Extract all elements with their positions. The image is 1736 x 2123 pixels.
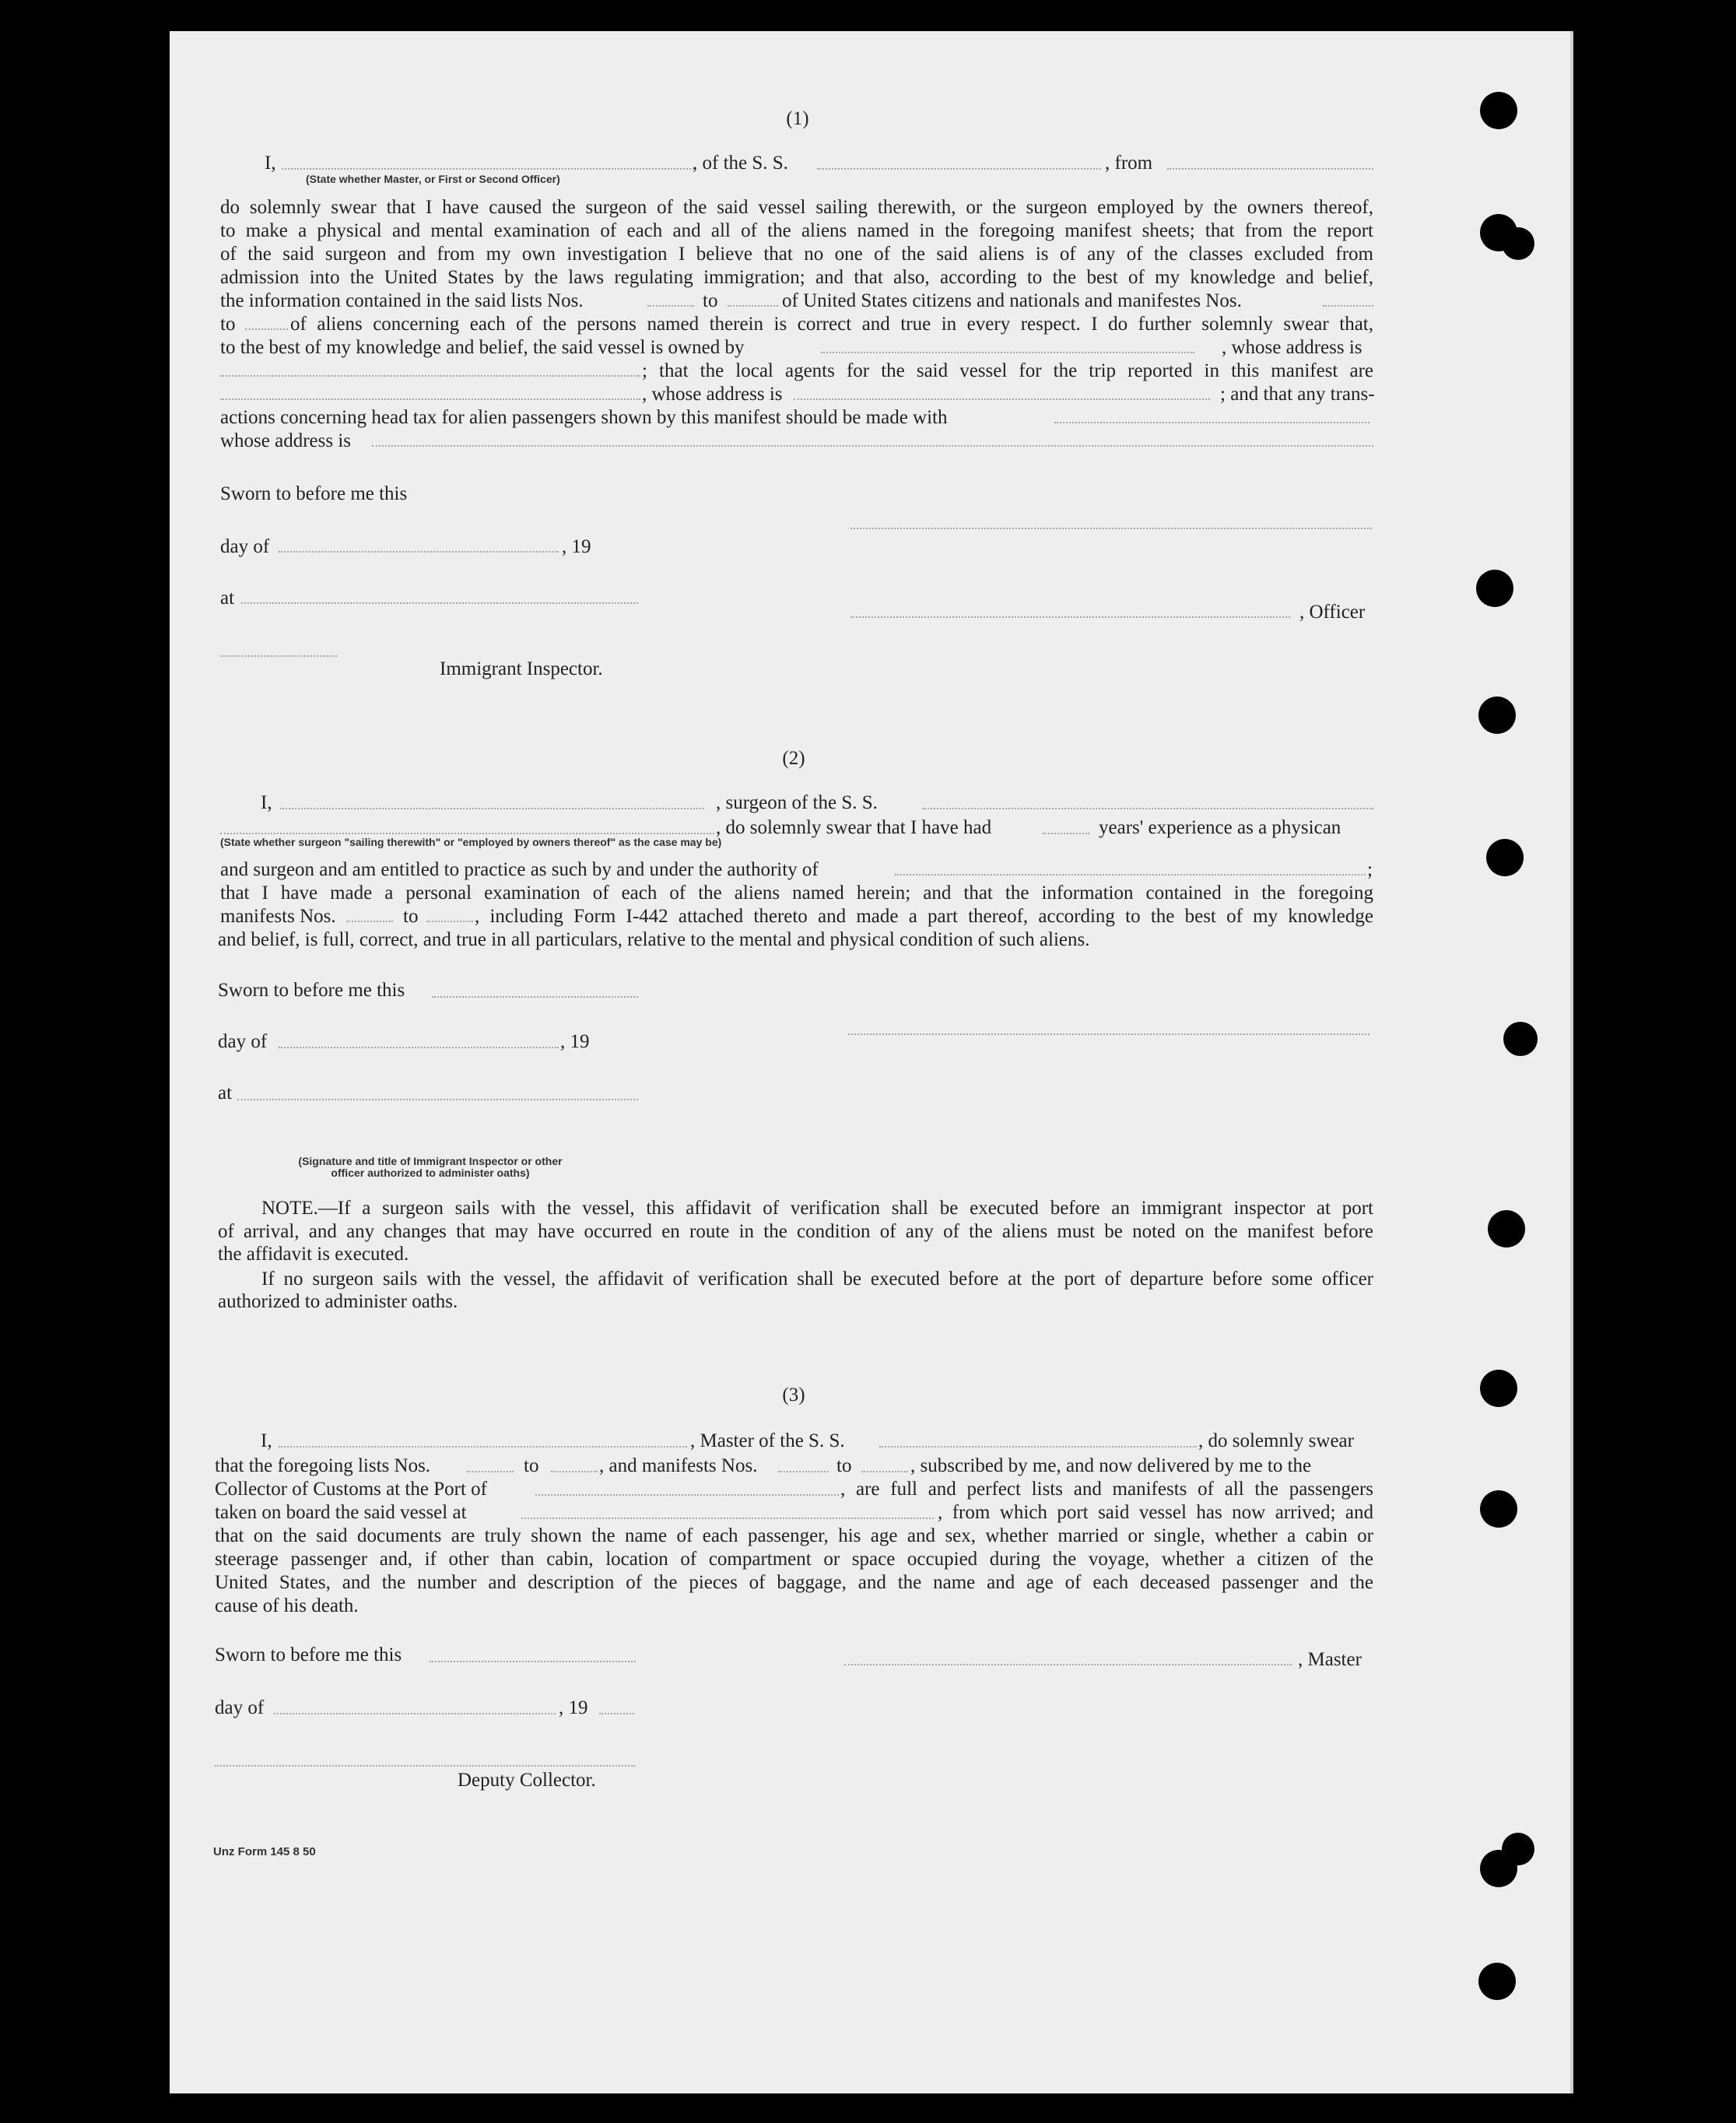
s1-owner-address-blank [220, 375, 640, 377]
s1-line6-a: the information contained in the said lists Nos. [220, 290, 584, 311]
form-number: Unz Form 145 8 50 [213, 1845, 316, 1858]
s1-vessel-blank [817, 168, 1101, 170]
s3-lists-from-blank [467, 1471, 514, 1472]
s2-status-blank [220, 833, 714, 834]
s3-para-end: cause of his death. [215, 1595, 359, 1616]
s2-vessel-blank [922, 808, 1373, 809]
s1-line7-b: of aliens concerning each of the persons named therein is correct and true in every respect. I do further solemnly swear that, [290, 314, 1373, 335]
s1-line12: whose address is [220, 430, 352, 451]
s2-sig-note-2: officer authorized to administer oaths) [331, 1167, 530, 1179]
s3-line2-a: that the foregoing lists Nos. [215, 1455, 431, 1476]
note-para-2-end: authorized to administer oaths. [218, 1291, 458, 1312]
s2-at: at [218, 1083, 233, 1104]
s2-line3: and surgeon and am entitled to practice as such by and under the authority of [220, 859, 819, 880]
s1-line10-a: , whose address is [642, 384, 783, 405]
s1-sworn: Sworn to before me this [220, 483, 408, 504]
s3-para-line: that on the said documents are truly shown the name of each passenger, his age and sex, whether married or single, whether a cabin or [215, 1525, 1373, 1546]
s2-sworn: Sworn to before me this [218, 980, 405, 1001]
s1-agents-blank [220, 398, 640, 400]
s3-master: , Master [1298, 1649, 1362, 1670]
s3-sworn: Sworn to before me this [215, 1644, 402, 1665]
s2-line1-i: I, [261, 792, 272, 813]
s3-line3-a: Collector of Customs at the Port of [215, 1479, 487, 1500]
s3-sworn-blank [430, 1661, 636, 1662]
s1-line8-b: , whose address is [1222, 337, 1362, 358]
section-2-heading: (2) [782, 748, 805, 769]
s3-master-signature-line [844, 1664, 1292, 1665]
s3-manifests-from-blank [778, 1471, 829, 1472]
s2-at-blank [237, 1099, 638, 1100]
s1-line8-a: to the best of my knowledge and belief, the said vessel is owned by [220, 337, 745, 358]
note-para-1-end: the affidavit is executed. [218, 1244, 409, 1265]
s2-years-blank [1043, 833, 1089, 834]
s1-headtax-address-blank [372, 445, 1373, 447]
s1-signature-line [850, 528, 1372, 529]
s1-officer-signature-line [850, 616, 1290, 618]
s1-officer-note: (State whether Master, or First or Second Officer) [306, 173, 560, 185]
s1-para-line: to make a physical and mental examination of each and all of the aliens named in the foregoing manifest sheets; that from the report [220, 220, 1373, 241]
s3-line1-swear: , do solemnly swear [1198, 1430, 1354, 1451]
s2-manifests-from-blank [346, 921, 393, 922]
s1-line9: ; that the local agents for the said vessel for the trip reported in this manifest are [642, 360, 1373, 381]
s2-line5-b: to [403, 906, 419, 927]
s3-para-line: steerage passenger and, if other than cabin, location of compartment or space occupied during the voyage, whether a citizen of the [215, 1549, 1373, 1570]
s1-dayof: day of [220, 536, 270, 557]
s1-line1-from: , from [1105, 153, 1153, 174]
s1-manifests-to-blank [245, 328, 288, 330]
s2-line1-vessel: , surgeon of the S. S. [716, 792, 878, 813]
s1-line7-a: to [220, 314, 236, 335]
s1-inspector-line [220, 655, 337, 657]
s1-owner-blank [821, 352, 1194, 353]
s1-para-line: of the said surgeon and from my own investigation I believe that no one of the said aliens is of any of the classes excluded from [220, 244, 1373, 265]
s1-line6-b: to [703, 290, 718, 311]
s2-authority-blank [895, 874, 1366, 876]
s1-line1-vessel: , of the S. S. [693, 153, 788, 174]
s3-port-blank [535, 1494, 839, 1496]
s1-line1-i: I, [265, 153, 276, 174]
s2-surgeon-blank [280, 808, 704, 809]
s1-line10-b: ; and that any trans- [1220, 384, 1375, 405]
s1-lists-to-blank [728, 305, 778, 307]
s2-dayof: day of [218, 1031, 268, 1052]
s2-manifests-to-blank [426, 921, 473, 922]
s3-manifests-to-blank [861, 1471, 908, 1472]
s3-line2-e: , subscribed by me, and now delivered by me to the [910, 1455, 1312, 1476]
s1-line6-c: of United States citizens and nationals and manifestes Nos. [782, 290, 1242, 311]
s2-line4: that I have made a personal examination of each of the aliens named herein; and that the information contained in the foregoing [220, 883, 1373, 904]
s3-nineteen: , 19 [559, 1697, 588, 1718]
s1-para-line: admission into the United States by the laws regulating immigration; and that also, according to the best of my knowledge and belief, [220, 267, 1373, 288]
s3-day-blank [274, 1713, 556, 1714]
s2-line5-c: , including Form I-442 attached thereto and made a part thereof, according to the best of my knowledge [475, 906, 1373, 927]
s3-dayof: day of [215, 1697, 265, 1718]
s2-nineteen: , 19 [560, 1031, 590, 1052]
s3-line1-i: I, [261, 1430, 272, 1451]
s1-nineteen: , 19 [562, 536, 591, 557]
s1-day-blank [279, 551, 559, 553]
s1-lists-from-blank [647, 305, 694, 307]
s3-deputy: Deputy Collector. [458, 1770, 596, 1791]
s2-day-blank [279, 1047, 559, 1048]
s2-status-note: (State whether surgeon "sailing therewith" or "employed by owners thereof" as the case may be) [220, 836, 722, 848]
s1-at-blank [241, 602, 638, 604]
s3-line4-a: taken on board the said vessel at [215, 1502, 467, 1523]
s3-year-blank [599, 1713, 634, 1714]
section-1-heading: (1) [786, 108, 809, 129]
s3-vessel-blank [879, 1446, 1197, 1448]
s1-officer: , Officer [1299, 602, 1366, 623]
s1-manifests-blank [1323, 305, 1373, 307]
s3-line1-vessel: , Master of the S. S. [690, 1430, 845, 1451]
s1-from-blank [1167, 168, 1373, 170]
s3-line4-b: , from which port said vessel has now arrived; and [938, 1502, 1373, 1523]
s2-line2-b: years' experience as a physican [1099, 817, 1341, 838]
s2-line3-semicolon: ; [1367, 859, 1373, 880]
s1-para-line: do solemnly swear that I have caused the surgeon of the said vessel sailing therewith, or the surgeon employed by the owners thereof, [220, 197, 1373, 218]
s3-para-line: United States, and the number and description of the pieces of baggage, and the name and age of each deceased passenger and the [215, 1572, 1373, 1593]
note-para-1-line: NOTE.—If a surgeon sails with the vessel, this affidavit of verification shall be executed before an immigrant inspector at port [261, 1198, 1373, 1219]
s1-inspector: Immigrant Inspector. [440, 658, 603, 679]
s2-line6: and belief, is full, correct, and true in all particulars, relative to the mental and physical condition of such aliens. [218, 929, 1090, 950]
s2-signature-line [848, 1033, 1370, 1035]
s2-line2-a: , do solemnly swear that I have had [716, 817, 992, 838]
s3-lists-to-blank [551, 1471, 598, 1472]
s3-line2-c: , and manifests Nos. [599, 1455, 758, 1476]
s2-sig-note-1: (Signature and title of Immigrant Inspector or other [298, 1155, 563, 1167]
section-3-heading: (3) [782, 1384, 805, 1405]
s1-officer-blank [282, 168, 694, 170]
s3-line3-b: , are full and perfect lists and manifests of all the passengers [840, 1479, 1373, 1500]
note-para-2-line: If no surgeon sails with the vessel, the affidavit of verification shall be executed before at the port of departure before some officer [261, 1269, 1373, 1290]
s1-line11: actions concerning head tax for alien passengers shown by this manifest should be made with [220, 407, 948, 428]
s3-collector-line [215, 1765, 635, 1767]
s3-master-blank [279, 1446, 687, 1448]
s3-line2-b: to [524, 1455, 539, 1476]
s3-line2-d: to [836, 1455, 852, 1476]
s1-at: at [220, 588, 235, 609]
s3-embarkation-blank [521, 1518, 934, 1519]
s1-headtax-blank [1054, 422, 1370, 423]
s2-line5-a: manifests Nos. [220, 906, 336, 927]
note-para-1-line: of arrival, and any changes that may have occurred en route in the condition of any of the aliens must be noted on the manifest before [218, 1221, 1373, 1242]
s2-sworn-blank [432, 996, 638, 998]
s1-agents-address-blank [794, 398, 1210, 400]
